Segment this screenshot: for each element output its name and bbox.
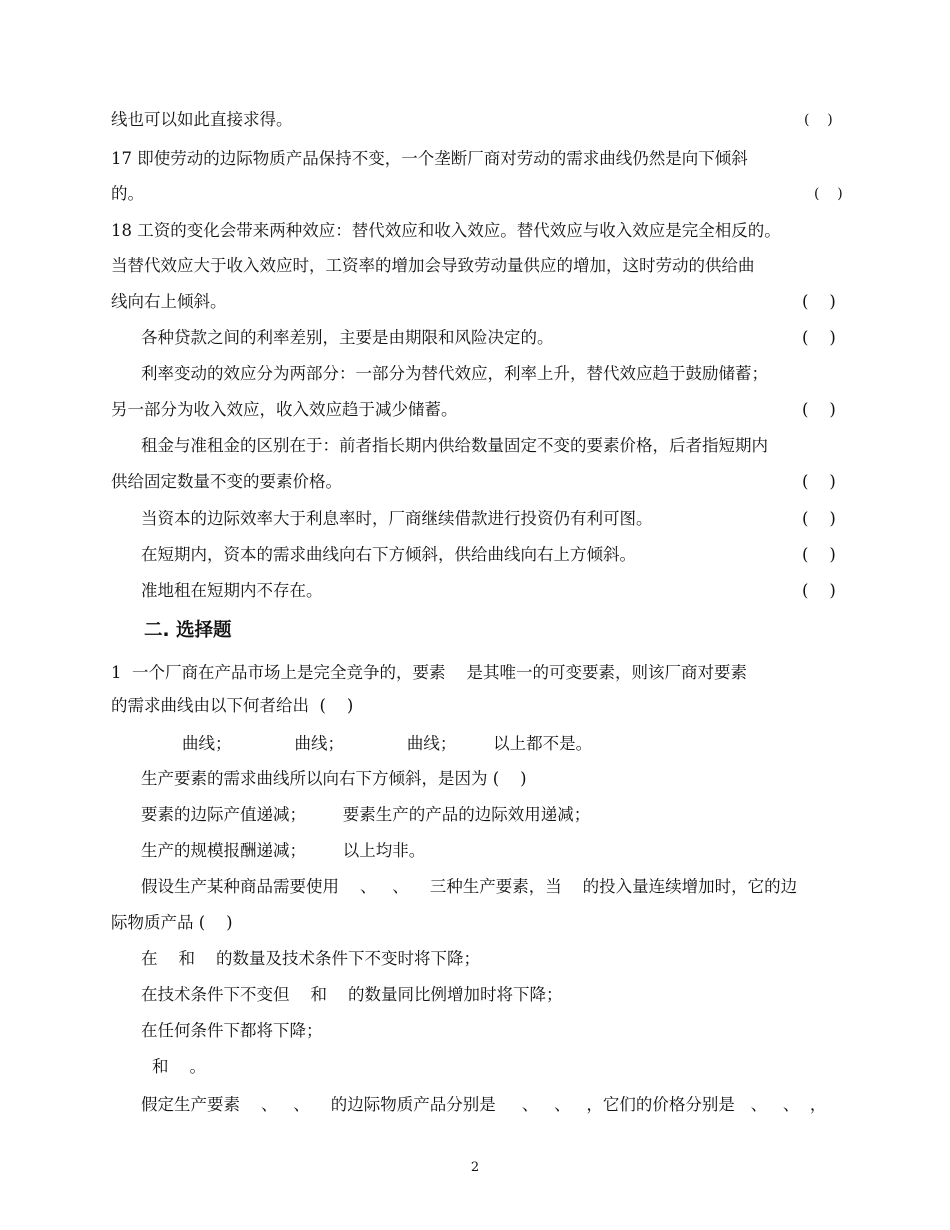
page-number: 2 <box>470 1160 480 1175</box>
option-line <box>0 839 950 863</box>
statement-line <box>0 290 950 314</box>
statement-line <box>0 543 950 567</box>
statement-text: 的。 <box>111 184 144 203</box>
statement-line <box>0 108 950 132</box>
answer-blank: ( ) <box>814 186 843 202</box>
statement-text: 当资本的边际效率大于利息率时，厂商继续借款进行投资仍有利可图。 <box>141 509 653 528</box>
statement-line <box>0 434 950 458</box>
answer-blank: ( ) <box>802 581 836 600</box>
statement-text: 线向右上倾斜。 <box>111 292 227 311</box>
statement-line <box>0 470 950 494</box>
question-text: 假设生产某种商品需要使用 、 、 三种生产要素，当 的投入量连续增加时，它的边 <box>141 877 798 896</box>
section-title: 二. 选择题 <box>144 620 232 641</box>
option-text: 生产的规模报酬递减； 以上均非。 <box>141 841 426 860</box>
option-line <box>0 732 950 756</box>
question-text: 生产要素的需求曲线所以向右下方倾斜，是因为 ( ) <box>141 769 527 788</box>
answer-blank: ( ) <box>802 472 836 491</box>
answer-blank: ( ) <box>802 400 836 419</box>
answer-blank: ( ) <box>802 292 836 311</box>
statement-text: 线也可以如此直接求得。 <box>111 110 293 129</box>
statement-line <box>0 326 950 350</box>
option-line <box>0 947 950 971</box>
statement-line <box>0 182 950 206</box>
option-line <box>0 803 950 827</box>
option-text: 在技术条件下不变但 和 的数量同比例增加时将下降； <box>141 985 563 1004</box>
question-line <box>0 1093 950 1117</box>
question-text: 际物质产品 ( ) <box>111 913 233 932</box>
answer-blank: ( ) <box>802 509 836 528</box>
statement-line <box>0 362 950 386</box>
question-line <box>0 694 950 718</box>
option-line <box>0 983 950 1007</box>
answer-blank: ( ) <box>802 545 836 564</box>
statement-text: 各种贷款之间的利率差别，主要是由期限和风险决定的。 <box>141 328 554 347</box>
statement-text: 另一部分为收入效应，收入效应趋于减少储蓄。 <box>111 400 458 419</box>
statement-text: 在短期内，资本的需求曲线向右下方倾斜，供给曲线向右上方倾斜。 <box>141 545 636 564</box>
statement-text: 准地租在短期内不存在。 <box>141 581 323 600</box>
question-text: 的需求曲线由以下何者给出 ( ) <box>111 696 354 715</box>
statement-text: 供给固定数量不变的要素价格。 <box>111 472 342 491</box>
option-text: 在任何条件下都将下降； <box>141 1021 323 1040</box>
question-line <box>0 767 950 791</box>
statement-text: 当替代效应大于收入效应时，工资率的增加会导致劳动量供应的增加，这时劳动的供给曲 <box>111 256 755 275</box>
statement-line <box>0 579 950 603</box>
question-line <box>0 911 950 935</box>
question-text: 1 一个厂商在产品市场上是完全竞争的，要素 是其唯一的可变要素，则该厂商对要素 <box>111 663 747 682</box>
question-line <box>0 875 950 899</box>
statement-text: 17 即使劳动的边际物质产品保持不变，一个垄断厂商对劳动的需求曲线仍然是向下倾斜 <box>111 149 748 168</box>
option-text: 要素的边际产值递减； 要素生产的产品的边际效用递减； <box>141 805 591 824</box>
statement-line <box>0 254 950 278</box>
option-line <box>0 1055 950 1079</box>
option-line <box>0 1019 950 1043</box>
question-line <box>0 661 950 685</box>
statement-line <box>0 147 950 171</box>
answer-blank: ( ) <box>802 328 836 347</box>
answer-blank: ( ) <box>804 112 833 128</box>
statement-text: 利率变动的效应分为两部分：一部分为替代效应，利率上升，替代效应趋于鼓励储蓄； <box>141 364 768 383</box>
option-text: 和 。 <box>152 1057 206 1076</box>
option-text: 在 和 的数量及技术条件下不变时将下降； <box>141 949 480 968</box>
statement-line <box>0 398 950 422</box>
statement-line <box>0 219 950 243</box>
statement-text: 18 工资的变化会带来两种效应：替代效应和收入效应。替代效应与收入效应是完全相反的。 <box>111 221 781 240</box>
option-text: 曲线； 曲线； 曲线； 以上都不是。 <box>182 734 593 753</box>
statement-text: 租金与准租金的区别在于：前者指长期内供给数量固定不变的要素价格，后者指短期内 <box>141 436 768 455</box>
question-text: 假定生产要素 、 、 的边际物质产品分别是 、 、 ，它们的价格分别是 、 、 ， <box>141 1095 827 1114</box>
statement-line <box>0 507 950 531</box>
